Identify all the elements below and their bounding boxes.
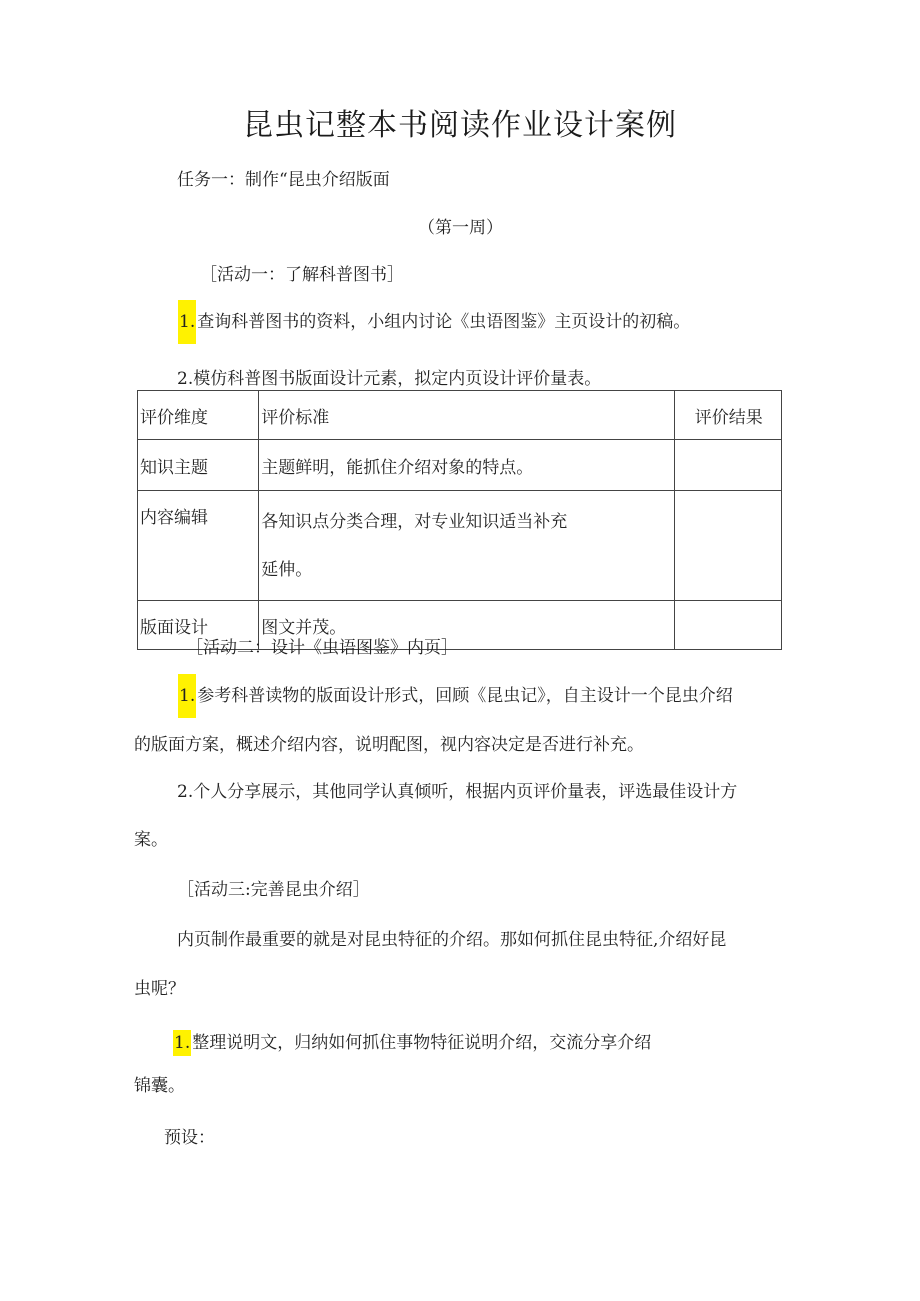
activity2-item2-line2: 案。 xyxy=(134,830,168,850)
activity3-item1-line1 xyxy=(173,1030,651,1056)
table-cell-standard: 图文并茂。 xyxy=(259,601,674,650)
table-row xyxy=(138,491,782,601)
activity1-item2: 2.模仿科普图书版面设计元素，拟定内页设计评价量表。 xyxy=(177,369,602,389)
table-cell-standard-line: 各知识点分类合理，对专业知识适当补充 xyxy=(261,511,568,532)
activity3-heading: ［活动三:完善昆虫介绍］ xyxy=(177,880,370,900)
table-cell-standard xyxy=(259,491,674,601)
activity2-item2-line1: 2.个人分享展示，其他同学认真倾听，根据内页评价量表，评选最佳设计方 xyxy=(177,782,738,802)
activity1-item1 xyxy=(178,300,690,344)
task1-heading: 任务一：制作“昆虫介绍版面 xyxy=(177,170,390,190)
table-cell-result xyxy=(674,440,781,491)
document-title: 昆虫记整本书阅读作业设计案例 xyxy=(243,108,677,143)
activity2-item1-line2: 的版面方案，概述介绍内容，说明配图，视内容决定是否进行补充。 xyxy=(134,735,644,755)
activity3-intro-line2: 虫呢？ xyxy=(134,979,185,999)
table-cell-standard-line: 延伸。 xyxy=(261,559,313,580)
activity3-item1-line2: 锦囊。 xyxy=(134,1076,185,1096)
table-header-cell: 评价标准 xyxy=(259,391,674,440)
table-cell-result xyxy=(674,491,781,601)
week-label: （第一周） xyxy=(418,218,503,238)
activity3-intro-line1: 内页制作最重要的就是对昆虫特征的介绍。那如何抓住昆虫特征,介绍好昆 xyxy=(177,930,727,950)
table-header-row xyxy=(138,391,782,440)
table-cell-dimension: 知识主题 xyxy=(138,440,259,491)
table-header-cell: 评价维度 xyxy=(138,391,259,440)
highlight-marker: 1. xyxy=(178,674,196,718)
activity2-item1-line1 xyxy=(178,674,733,718)
table-cell-dimension: 内容编辑 xyxy=(138,491,259,601)
table-cell-dimension: 版面设计 xyxy=(138,601,259,650)
activity2-item1-text: 参考科普读物的版面设计形式，回顾《昆虫记》，自主设计一个昆虫介绍 xyxy=(197,686,733,706)
table-row xyxy=(138,440,782,491)
table-cell-result xyxy=(674,601,781,650)
activity1-heading: ［活动一：了解科普图书］ xyxy=(200,265,404,285)
activity1-item1-text: 查询科普图书的资料，小组内讨论《虫语图鉴》主页设计的初稿。 xyxy=(197,312,691,332)
activity3-item1-text: 整理说明文，归纳如何抓住事物特征说明介绍，交流分享介绍 xyxy=(192,1033,652,1053)
highlight-marker: 1. xyxy=(178,300,196,344)
highlight-marker: 1. xyxy=(173,1030,191,1056)
evaluation-table xyxy=(137,390,782,650)
table-header-cell: 评价结果 xyxy=(674,391,781,440)
preset-label: 预设： xyxy=(164,1128,215,1148)
table-cell-standard: 主题鲜明，能抓住介绍对象的特点。 xyxy=(259,440,674,491)
activity2-heading: ［活动二：设计《虫语图鉴》内页］ xyxy=(186,638,458,658)
